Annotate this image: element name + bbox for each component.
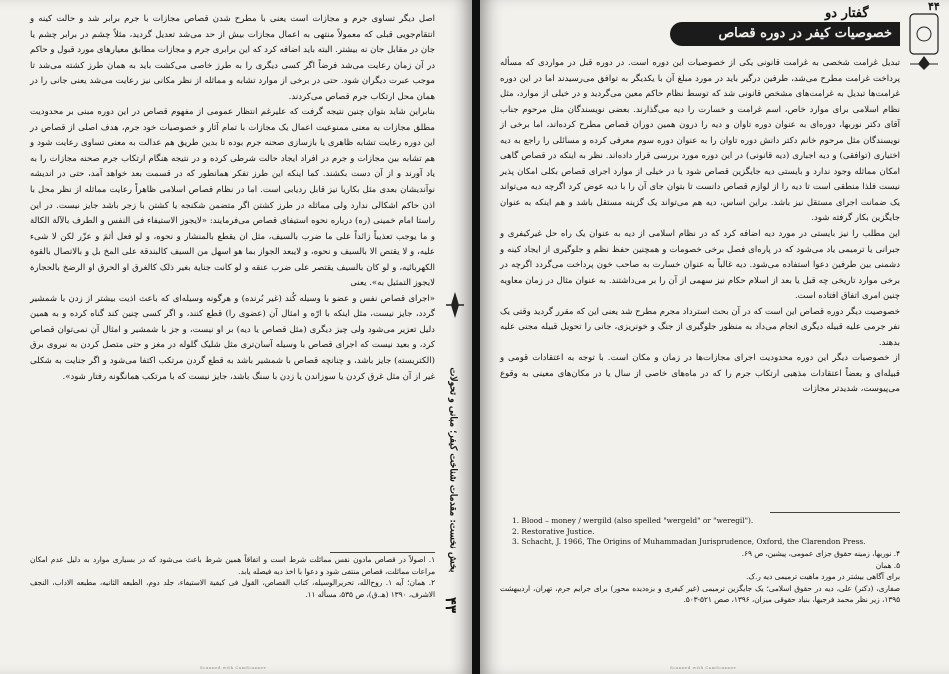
ornament-icon [444,290,466,320]
scanner-watermark: Scanned with CamScanner [670,665,737,670]
footnote: صفاری، (دکتر) علی، دیه در حقوق اسلامی؛ یک جایگزین ترمیمی (غیر کیفری و بزه‌دیده محور) برای جرایم جرم، تهران، اردیبهشت ۱۳۹۵، زیر نظر محمد فرجیها، بنیاد حقوقی میزان، ۱۳۹۶، صص ۵۲۱-۵۰۳. [500,583,900,604]
chapter-label: گفتار دو [825,6,869,21]
paragraph: اصل دیگر تساوی جرم و مجازات است یعنی با مطرح شدن قصاص مجازات با جرم برابر شد و حالت کینه و انتقام‌جویی قبلی که معمولاً منتهی به اعمال مجازات بیش از حد می‌شد تعدیل گردید، مثلاً چشم در برابر چشم یا جان در مقابل جان نه بیشتر. البته باید اضافه کرد که این برابری جرم و مجازات مطابق معیارهای مورد قبول و حاکم در آن زمان رعایت می‌شد فرضاً اگر کسی دیگری را به طرز خاصی می‌کشت باید به همان طرز کشته می‌شد تا موجب عبرت دیگران شود. حتی در برخی از موارد تشابه و مماثله از نظر مکانی نیز رعایت می‌شد یعنی جانی را در همان محل ارتکاب جرم قصاص می‌کردند. [30,14,435,102]
english-footnotes [512,516,902,548]
paragraph: از خصوصیات دیگر این دوره محدودیت اجرای مجازات‌ها در زمان و مکان است. با توجه به اعتقادات قومی و قبیله‌ای و بعضاً اعتقادات مذهبی ارتکاب جرم را که در ماه‌های خاصی از سال یا در مکان‌های معینی به وقوع می‌پیوست، شدیدتر مجازات [500,353,900,395]
running-title: بخش نخست: مقدمات شناخت کیفر؛ مبانی و تحولات [447,367,459,573]
left-page-body [30,12,435,385]
page-number: ۴۴ [928,0,940,13]
chapter-title: خصوصیات کیفر در دوره قصاص [670,22,900,46]
book-gutter [472,0,480,674]
footnote: 3. Schacht, J. 1966, The Origins of Muhammadan Jurisprudence, Oxford, the Clarendon Press. [512,537,866,547]
paragraph: این مطلب را نیز بایستی در مورد دیه اضافه کرد که در نظام اسلامی از دیه به عنوان یک راه حل غیرکیفری و جبرانی یا ترمیمی یاد می‌شود که در پاره‌ای فصل برخی خصومات و همچنین حفظ نظم و جلوگیری از ایجاد کینه و دشمنی بین طرفین دعوا استفاده می‌شود. دیه غالباً به عنوان خسارت به صاحب خون پرداخت می‌گردد اگرچه در برخی موارد تاریخی چه قبل یا بعد از اسلام حکام نیز سهمی از آن را بر می‌داشتند. به عنوان مثال در زمان معاویه چنین امری اتفاق افتاده است. [500,229,900,302]
footnote: 2. Restorative Justice. [512,526,595,536]
scanner-watermark: Scanned with CamScanner [200,665,267,670]
page-number: ۴۳ [442,596,461,614]
footnote: ۴. نوربها، زمینه حقوق جزای عمومی، پیشین، ص ۶۹. [741,549,900,558]
paragraph: بنابراین شاید بتوان چنین نتیجه گرفت که علیرغم انتظار عمومی از مفهوم قصاص در این دوره مبنی بر محدودیت مطلق مجازات به معنی ممنوعیت اعمال یک مجازات با تمام آثار و خصوصیات خود جرم، هدف اصلی از قصاص در این دوره رعایت تشابه ظاهری یا بازسازی صحنه جرم بوده تا بدین طریق هم عدالت به معنی تساوی رعایت شود و هم تشابه بین مجازات و جرم در افراد ایجاد حالت شرطی کرده و در نتیجه هنگام ارتکاب جرم صحنه مجازات را به یاد آورند و از آن دست بکشند. کما اینکه این طرز تفکر همانطور که در قسمت بعد خواهد آمد، حتی در اندیشه نوآندیشان بعدی مثل بکاریا نیز قابل ردیابی است. اما در نظام قصاص اسلامی ظاهراً رعایت مماثله از نظر محل با اذن حاکم اشکالی ندارد ولی مماثله در طرز کشتن اگر متضمن شکنجه یا کشتن با زجر باشد جایز نیست. در این راستا امام خمینی (ره) درباره نحوه استیفای قصاص می‌فرمایند: «لایجوز الاستیفاء فی النفس و الطرف بالآلة الکالة و ما یوجب تعذیباً زائداً علی ما ضرب بالسیف، مثل ان یقطع بالمنشار و نحوه، و لو فعل أثمَ و عزّر لکن لا شیء علیه، و لا یقتص الا بالسیف و نحوه، و لایبعد الجواز بما هو اسهل من السیف کالبندقة علی المخ بل و بالاتصال بالقوة الکهربائیه، و لو کان بالسیف یقتصر علی ضرب عنقه و لو کانت جنایة بغیر ذلک کالغرق او الحرق او الرضخ بالحجارة لایجوز التمثیل به». یعنی [30,107,435,289]
right-page-body [500,56,900,398]
footnote-divider [770,512,900,513]
footnote: 1. Blood – money / wergild (also spelled "wergeld" or "weregil"). [512,516,754,525]
left-page [0,0,472,674]
paragraph: خصوصیت دیگر دوره قصاص این است که در آن بحث استرداد مجرم مطرح شد یعنی این که مقرر گردید وقتی یک نفر جرمی علیه قبیله دیگری انجام می‌داد به منظور جلوگیری از جنگ و خونریزی، جانی را تحویل قبیله مجنی علیه بدهند. [500,306,900,348]
footnote: ۲. همان؛ آیه ۱. روح‌الله، تحریرالوسیله، کتاب القصاص، القول فی کیفیة الاستیفاء، جلد دوم، الطبعه الثانیه، مطبعه الاداب، النجف الاشرف، ۱۳۹۰ (هـ.ق)، ص ۵۳۵، مسأله ۱۱. [30,578,435,599]
footnote: برای آگاهی بیشتر در مورد ماهیت ترمیمی دیه ر.ک. [746,572,900,581]
footnote: ۱. اصولاً در قصاص مادون نفس مماثلت شرط است و اتفاقاً همین شرط باعث می‌شود که در بسیاری موارد به دلیل عدم امکان مراعات مماثلت، قصاص منتفی شود و دعوا با اخذ دیه فیصله یابد. [30,555,435,576]
left-footnotes [30,554,435,600]
footnote: ۵. همان [875,560,900,570]
right-page [480,0,949,674]
persian-footnotes [500,548,900,606]
footnote-divider [330,552,435,553]
ornament-icon [906,10,942,72]
paragraph: «اجرای قصاص نفس و عضو با وسیله کُند (غیر بُرنده) و هرگونه وسیله‌ای که باعث اذیت بیشتر از زدن با شمشیر گردد، جایز نیست، مثل اینکه با ارّه و امثال آن (عضوی را) قطع کنند، و اگر کسی چنین کند گناه کرده و به همین دلیل تعزیر می‌شود ولی چیز دیگری (مثل قصاص یا دیه) بر او نیست، و جز با شمشیر و امثال آن نمی‌توان قصاص کرد، و بعید نیست که اجرای قصاص با وسیله آسان‌تری مثل شلیک گلوله در مغز و حتی متصل کردن به نیروی برق (الکتریسته) جایز باشد، و چنانچه قصاص با شمشیر باشد به قطع گردن مرتکب اکتفا می‌شود و اگر جنایت به شکلی غیر از آن مثل غرق کردن یا سوزاندن یا زدن با سنگ باشد، جایز نیست که با مرتکب همانگونه رفتار شود». [30,293,435,382]
paragraph: تبدیل غرامت شخصی به غرامت قانونی یکی از خصوصیات این دوره است. در دوره قبل در مواردی که مسأله پرداخت غرامت مطرح می‌شد، طرفین درگیر باید در مورد مبلغ آن با یکدیگر به توافق می‌رسیدند اما در این دوره غرامت‌ها تبدیل به غرامت‌های مشخص قانونی شد که توسط نظام حاکم معین می‌گردید و در خیلی از موارد، مثل نظام اسلامی برای موارد خاص، اسم غرامت و خسارت را دیه می‌گذارند. بعضی نویسندگان مثل مرحوم جناب آقای دکتر نوربها، دوره‌ای به عنوان دوره تاوان و دیه را درون همین دوران قصاص مطرح کرده‌اند، اما برخی از نویسندگان مثل مرحوم خانم دکتر دانش دوره تاوان را به عنوان دوره سوم معرفی کرده و مسائلی را راجع به دیه اختیاری (توافقی) و دیه اجباری (دیه قانونی) در این دوره مورد بررسی قرار داده‌اند. نظر به اینکه در قصاص گاهی امکان مماثله وجود ندارد و بایستی دیه جایگزین قصاص شود یا در خیلی از موارد اجرای قصاص بکلی امکان پذیر نیست فلذا منطقی است تا دیه را از لوازم قصاص دانست تا بتوان جای آن را با دیه عوض کرد اگرچه دیه می‌تواند یک ضمانت اجرای مستقل نیز باشد. براین اساس، دیه هم می‌تواند یک گزینه مستقل باشد و هم اینکه به عنوان جایگزین بکار گرفته شود. [500,58,900,224]
